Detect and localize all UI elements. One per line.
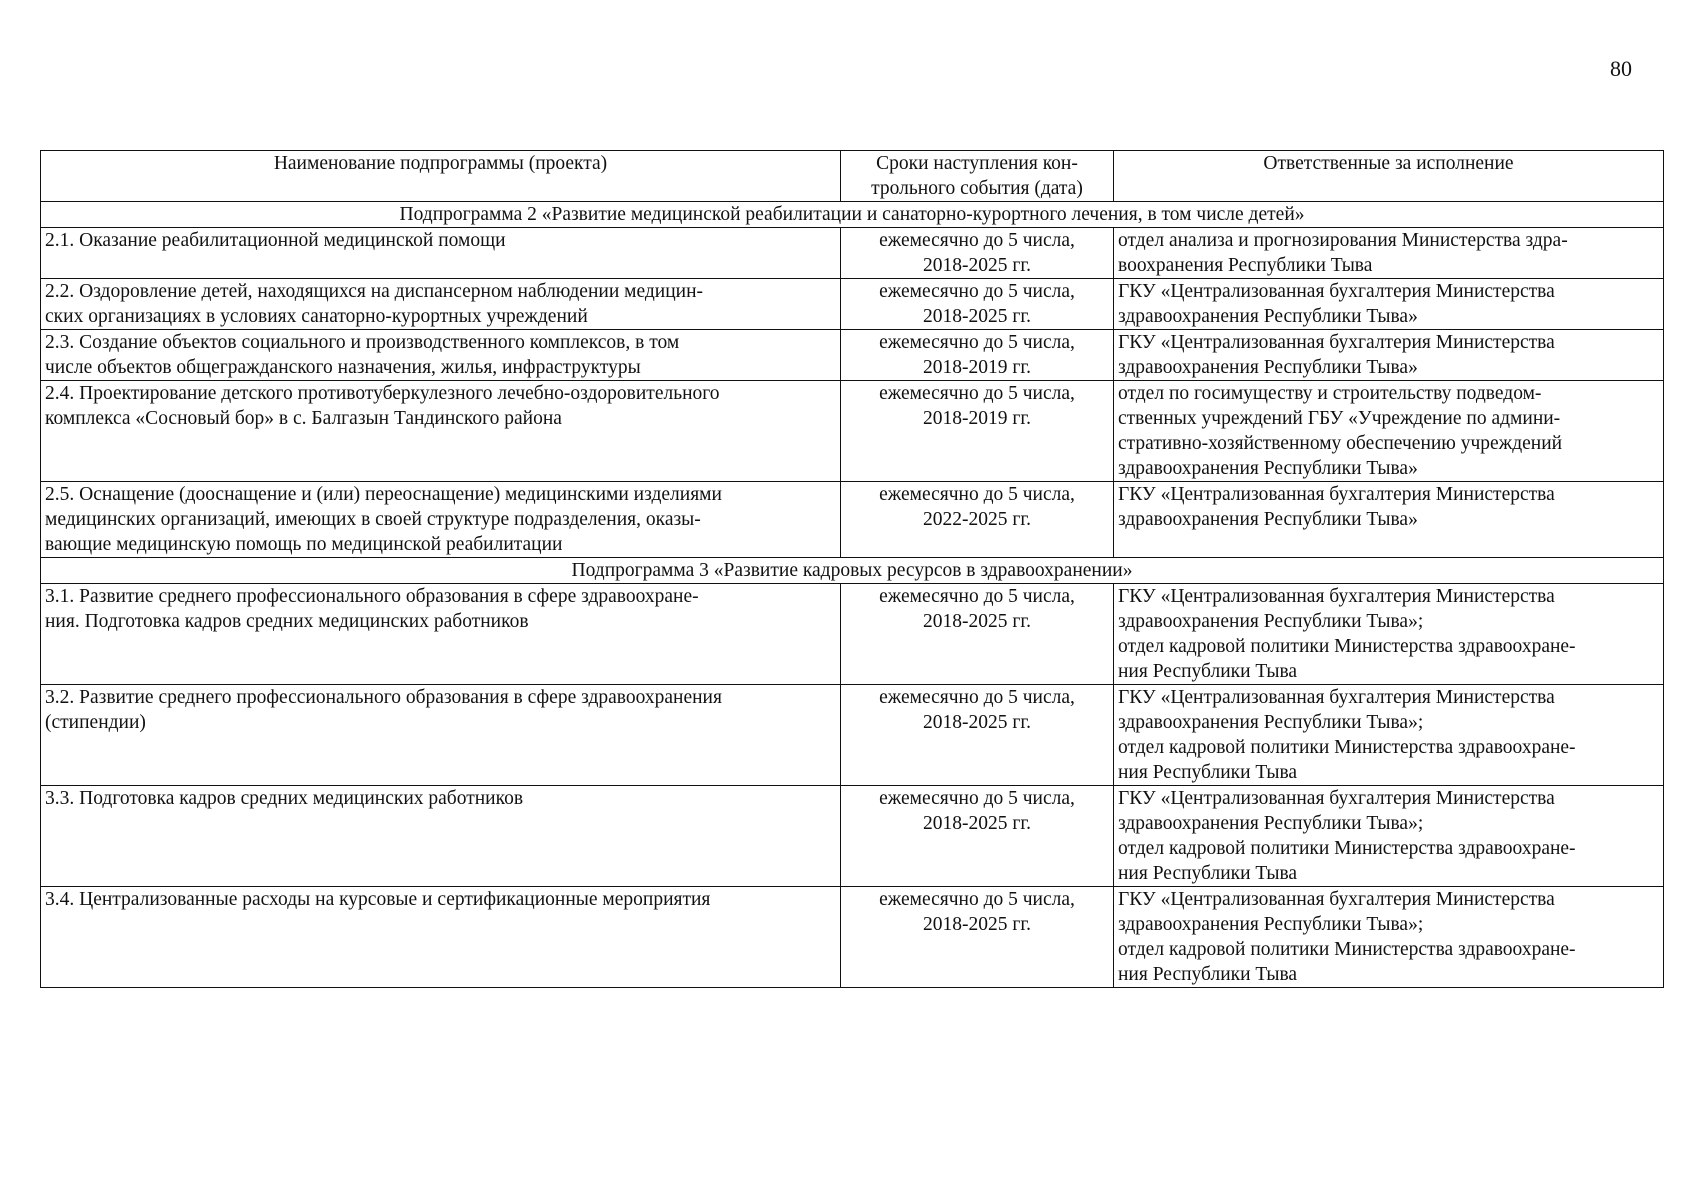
responsible-line: ния Республики Тыва (1118, 762, 1298, 783)
deadline-line: 2018-2025 гг. (922, 611, 1032, 632)
table-row (41, 482, 1664, 558)
deadline-line: 2022-2025 гг. (922, 509, 1032, 530)
deadline-cell (841, 584, 1114, 685)
deadline-cell (841, 330, 1114, 381)
activity-name-cell (41, 685, 841, 786)
activity-name-cell (41, 330, 841, 381)
header-responsible: Ответственные за исполнение (1114, 151, 1664, 202)
responsible-cell (1114, 887, 1664, 988)
activity-name-line: вающие медицинскую помощь по медицинской реабилитации (45, 534, 563, 555)
responsible-line: отдел анализа и прогнозирования Министерства здра- (1118, 230, 1568, 251)
table-row (41, 279, 1664, 330)
table-row (41, 381, 1664, 482)
responsible-line: ГКУ «Централизованная бухгалтерия Министерства (1118, 484, 1555, 505)
activity-name-line: 3.3. Подготовка кадров средних медицинских работников (45, 788, 524, 809)
activity-name-line: 2.4. Проектирование детского противотуберкулезного лечебно-оздоровительного (45, 383, 720, 404)
responsible-line: отдел кадровой политики Министерства здравоохране- (1118, 636, 1576, 657)
deadline-line: ежемесячно до 5 числа, (879, 230, 1075, 251)
responsible-cell (1114, 228, 1664, 279)
activity-name-line: 2.5. Оснащение (дооснащение и (или) переоснащение) медицинскими изделиями (45, 484, 722, 505)
activity-name-line: комплекса «Сосновый бор» в с. Балгазын Тандинского района (45, 408, 562, 429)
activity-name-cell (41, 482, 841, 558)
deadline-line: 2018-2019 гг. (922, 408, 1032, 429)
responsible-cell (1114, 330, 1664, 381)
table-header-row (41, 151, 1664, 202)
deadline-cell (841, 381, 1114, 482)
responsible-line: ния Республики Тыва (1118, 964, 1298, 985)
deadline-cell (841, 786, 1114, 887)
activity-name-line: 2.1. Оказание реабилитационной медицинской помощи (45, 230, 506, 251)
responsible-line: здравоохранения Республики Тыва»; (1118, 712, 1424, 733)
responsible-line: ГКУ «Централизованная бухгалтерия Министерства (1118, 586, 1555, 607)
subprogram-title: Подпрограмма 3 «Развитие кадровых ресурсов в здравоохранении» (41, 558, 1664, 584)
responsible-line: стративно-хозяйственному обеспечению учреждений (1118, 433, 1563, 454)
deadline-line: ежемесячно до 5 числа, (879, 687, 1075, 708)
deadline-cell (841, 482, 1114, 558)
responsible-line: здравоохранения Республики Тыва»; (1118, 914, 1424, 935)
responsible-line: здравоохранения Республики Тыва» (1118, 306, 1418, 327)
responsible-cell (1114, 279, 1664, 330)
subprogram-row (41, 202, 1664, 228)
activity-name-line: ния. Подготовка кадров средних медицинских работников (45, 611, 529, 632)
responsible-cell (1114, 482, 1664, 558)
deadline-line: ежемесячно до 5 числа, (879, 281, 1075, 302)
deadline-line: ежемесячно до 5 числа, (879, 332, 1075, 353)
responsible-cell (1114, 381, 1664, 482)
responsible-line: отдел по госимуществу и строительству подведом- (1118, 383, 1542, 404)
table-row (41, 786, 1664, 887)
header-date-line: Сроки наступления кон- (876, 153, 1078, 174)
responsible-line: ния Республики Тыва (1118, 661, 1298, 682)
activity-name-line: ских организациях в условиях санаторно-курортных учреждений (45, 306, 588, 327)
responsible-line: здравоохранения Республики Тыва»; (1118, 611, 1424, 632)
activity-name-cell (41, 584, 841, 685)
responsible-line: отдел кадровой политики Министерства здравоохране- (1118, 838, 1576, 859)
deadline-cell (841, 279, 1114, 330)
activity-name-line: 3.1. Развитие среднего профессионального образования в сфере здравоохране- (45, 586, 699, 607)
deadline-line: ежемесячно до 5 числа, (879, 383, 1075, 404)
activity-name-cell (41, 279, 841, 330)
responsible-line: здравоохранения Республики Тыва» (1118, 458, 1418, 479)
deadline-line: 2018-2025 гг. (922, 813, 1032, 834)
activity-name-line: медицинских организаций, имеющих в своей структуре подразделения, оказы- (45, 509, 701, 530)
deadline-line: 2018-2025 гг. (922, 306, 1032, 327)
subprogram-row (41, 558, 1664, 584)
activity-name-line: 2.2. Оздоровление детей, находящихся на диспансерном наблюдении медицин- (45, 281, 704, 302)
header-date (841, 151, 1114, 202)
activity-name-line: 3.2. Развитие среднего профессионального образования в сфере здравоохранения (45, 687, 722, 708)
plan-table (40, 150, 1664, 988)
table-row (41, 330, 1664, 381)
activity-name-line: числе объектов общегражданского назначения, жилья, инфраструктуры (45, 357, 641, 378)
responsible-line: здравоохранения Республики Тыва» (1118, 509, 1418, 530)
activity-name-line: 2.3. Создание объектов социального и производственного комплексов, в том (45, 332, 680, 353)
deadline-line: 2018-2019 гг. (922, 357, 1032, 378)
deadline-line: ежемесячно до 5 числа, (879, 788, 1075, 809)
activity-name-line: 3.4. Централизованные расходы на курсовые и сертификационные мероприятия (45, 889, 711, 910)
table-row (41, 887, 1664, 988)
deadline-line: 2018-2025 гг. (922, 914, 1032, 935)
deadline-line: 2018-2025 гг. (922, 255, 1032, 276)
responsible-cell (1114, 584, 1664, 685)
deadline-cell (841, 685, 1114, 786)
subprogram-title: Подпрограмма 2 «Развитие медицинской реабилитации и санаторно-курортного лечения, в том числе детей» (41, 202, 1664, 228)
activity-name-cell (41, 381, 841, 482)
deadline-cell (841, 887, 1114, 988)
deadline-line: ежемесячно до 5 числа, (879, 889, 1075, 910)
activity-name-cell (41, 887, 841, 988)
header-date-line: трольного события (дата) (871, 178, 1083, 199)
table-row (41, 228, 1664, 279)
deadline-cell (841, 228, 1114, 279)
table-body (41, 202, 1664, 988)
page-number: 80 (1610, 56, 1632, 81)
table-row (41, 685, 1664, 786)
responsible-line: ГКУ «Централизованная бухгалтерия Министерства (1118, 281, 1555, 302)
activity-name-cell (41, 786, 841, 887)
responsible-line: отдел кадровой политики Министерства здравоохране- (1118, 939, 1576, 960)
responsible-line: ственных учреждений ГБУ «Учреждение по админи- (1118, 408, 1561, 429)
deadline-line: ежемесячно до 5 числа, (879, 586, 1075, 607)
responsible-line: отдел кадровой политики Министерства здравоохране- (1118, 737, 1576, 758)
activity-name-line: (стипендии) (45, 712, 146, 733)
responsible-line: здравоохранения Республики Тыва»; (1118, 813, 1424, 834)
header-name: Наименование подпрограммы (проекта) (41, 151, 841, 202)
responsible-line: ГКУ «Централизованная бухгалтерия Министерства (1118, 687, 1555, 708)
deadline-line: 2018-2025 гг. (922, 712, 1032, 733)
table-row (41, 584, 1664, 685)
responsible-cell (1114, 786, 1664, 887)
activity-name-cell (41, 228, 841, 279)
responsible-line: ния Республики Тыва (1118, 863, 1298, 884)
responsible-cell (1114, 685, 1664, 786)
responsible-line: ГКУ «Централизованная бухгалтерия Министерства (1118, 889, 1555, 910)
responsible-line: воохранения Республики Тыва (1118, 255, 1373, 276)
deadline-line: ежемесячно до 5 числа, (879, 484, 1075, 505)
responsible-line: ГКУ «Централизованная бухгалтерия Министерства (1118, 332, 1555, 353)
responsible-line: ГКУ «Централизованная бухгалтерия Министерства (1118, 788, 1555, 809)
responsible-line: здравоохранения Республики Тыва» (1118, 357, 1418, 378)
